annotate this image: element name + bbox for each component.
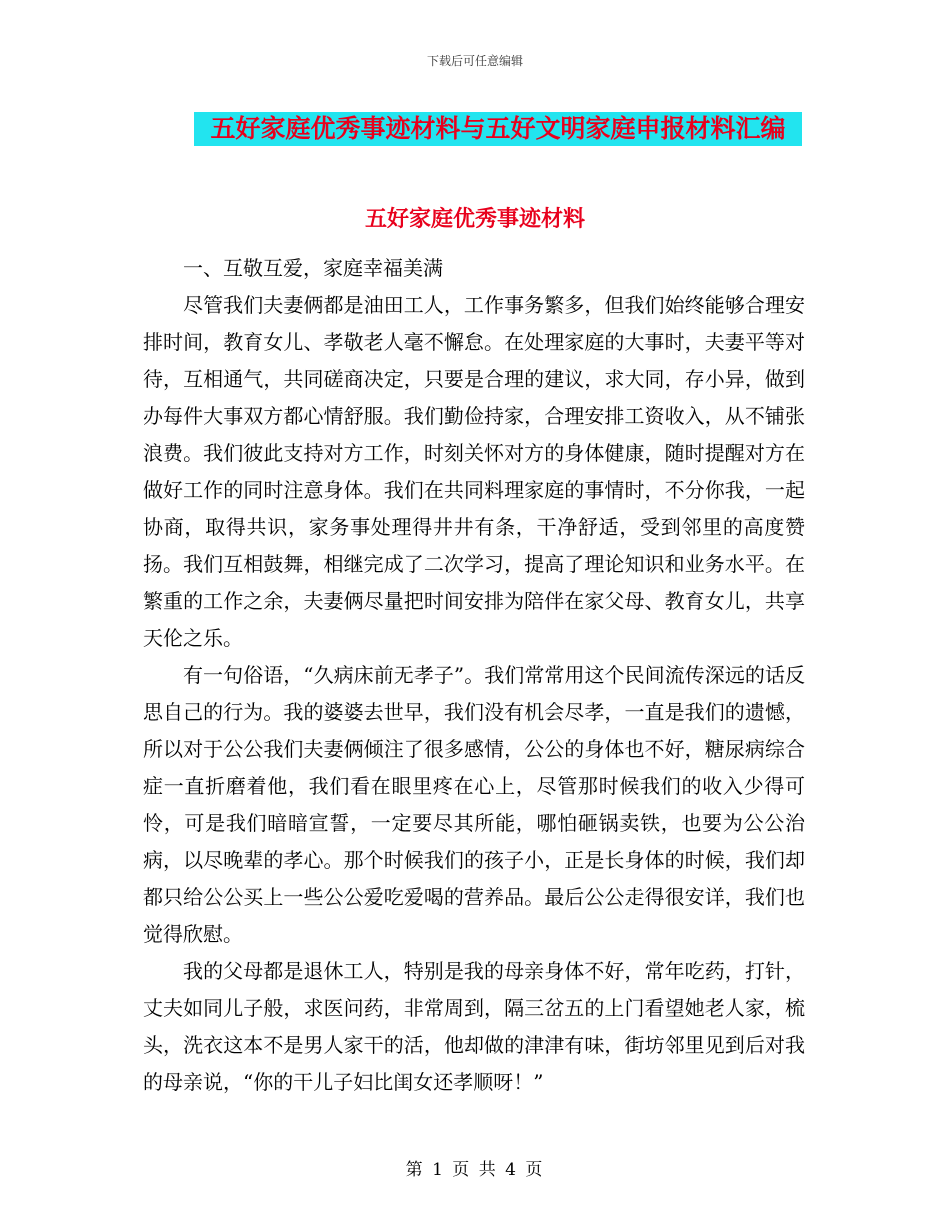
paragraph: 我的父母都是退休工人，特别是我的母亲身体不好，常年吃药，打针，丈夫如同儿子般，求医问药，非常周到，隔三岔五的上门看望她老人家，梳头，洗衣这本不是男人家干的活，他却做的津津有味，街坊邻里见到后对我的母亲说，“你的干儿子妇比闺女还孝顺呀！”: [143, 959, 805, 1094]
paragraph: 有一句俗语，“久病床前无孝子”。我们常常用这个民间流传深远的话反思自己的行为。我的婆婆去世早，我们没有机会尽孝，一直是我们的遗憾，所以对于公公我们夫妻俩倾注了很多感情，公公的身体也不好，糖尿病综合症一直折磨着他，我们看在眼里疼在心上，尽管那时候我们的收入少得可怜，可是我们暗暗宣誓，一定要尽其所能，哪怕砸锅卖铁，也要为公公治病，以尽晚辈的孝心。那个时候我们的孩子小，正是长身体的时候，我们却都只给公公买上一些公公爱吃爱喝的营养品。最后公公走得很安详，我们也觉得欣慰。: [143, 663, 805, 946]
page-number: 第 1 页 共 4 页: [405, 1160, 545, 1180]
section-heading: 一、互敬互爱，家庭幸福美满: [183, 256, 443, 280]
paragraph: 尽管我们夫妻俩都是油田工人，工作事务繁多，但我们始终能够合理安排时间，教育女儿、孝敬老人毫不懈怠。在处理家庭的大事时，夫妻平等对待，互相通气，共同磋商决定，只要是合理的建议，求大同，存小异，做到办每件大事双方都心情舒服。我们勤俭持家，合理安排工资收入，从不铺张浪费。我们彼此支持对方工作，时刻关怀对方的身体健康，随时提醒对方在做好工作的同时注意身体。我们在共同料理家庭的事情时，不分你我，一起协商，取得共识，家务事处理得井井有条，干净舒适，受到邻里的高度赞扬。我们互相鼓舞，相继完成了二次学习，提高了理论知识和业务水平。在繁重的工作之余，夫妻俩尽量把时间安排为陪伴在家父母、教育女儿，共享天伦之乐。: [143, 293, 805, 650]
document-body: [143, 250, 805, 1101]
page-header-note: 下载后可任意编辑: [426, 54, 523, 68]
section-title: 五好家庭优秀事迹材料: [364, 206, 585, 232]
document-title: 五好家庭优秀事迹材料与五好文明家庭申报材料汇编: [194, 112, 802, 146]
